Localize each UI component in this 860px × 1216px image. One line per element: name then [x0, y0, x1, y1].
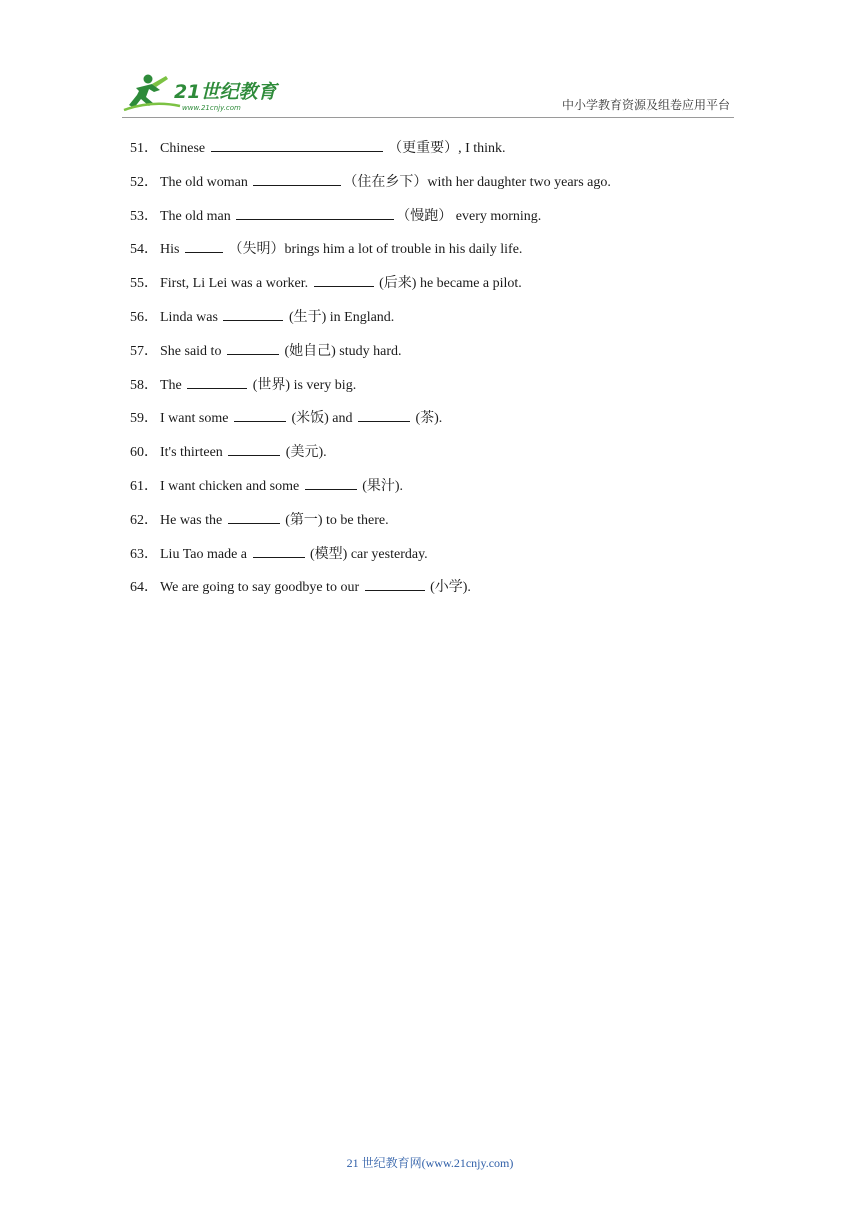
question-item: [130, 238, 750, 272]
answer-blank[interactable]: [228, 441, 280, 456]
question-text: The old woman: [160, 174, 252, 190]
question-text: (世界) is very big.: [249, 377, 357, 393]
question-text: The: [160, 377, 186, 393]
question-text: I want some: [160, 411, 232, 427]
question-text: Chinese: [160, 141, 209, 156]
logo-url: www.21cnjy.com: [182, 104, 241, 112]
question-text: (茶).: [411, 411, 443, 427]
answer-blank[interactable]: [305, 475, 357, 490]
question-text: Linda was: [160, 309, 222, 325]
question-text: (第一) to be there.: [281, 512, 389, 528]
page-header: [0, 0, 860, 120]
question-number: 59．: [130, 411, 158, 427]
answer-blank[interactable]: [236, 205, 394, 220]
question-text: (美元).: [282, 445, 327, 461]
question-text: I want chicken and some: [160, 478, 303, 494]
question-text: (米饭) and: [287, 411, 356, 427]
question-text: (生于) in England.: [285, 309, 395, 325]
question-number: 52．: [130, 174, 158, 190]
question-text: She said to: [160, 343, 225, 359]
question-text: （慢跑） every morning.: [396, 208, 542, 224]
question-text: The old man: [160, 208, 235, 224]
question-number: 53．: [130, 208, 158, 224]
question-number: 51．: [130, 141, 158, 156]
answer-blank[interactable]: [365, 576, 425, 591]
logo-text: 21世纪教育: [174, 81, 277, 103]
question-list: [130, 137, 750, 610]
page-footer[interactable]: 21 世纪教育网(www.21cnjy.com): [346, 1156, 514, 1170]
header-divider: [122, 117, 734, 118]
question-item: [130, 306, 750, 340]
question-number: 58．: [130, 377, 158, 393]
question-item: [130, 374, 750, 408]
question-item: [130, 171, 750, 205]
question-text: （住在乡下）with her daughter two years ago.: [343, 174, 611, 190]
answer-blank[interactable]: [358, 407, 410, 422]
question-item: [130, 407, 750, 441]
question-text: （更重要）, I think.: [384, 141, 506, 156]
question-number: 62．: [130, 512, 158, 528]
answer-blank[interactable]: [223, 306, 283, 321]
platform-name: 中小学教育资源及组卷应用平台: [561, 98, 730, 112]
answer-blank[interactable]: [234, 407, 286, 422]
question-item: [130, 441, 750, 475]
answer-blank[interactable]: [211, 137, 383, 152]
answer-blank[interactable]: [187, 374, 247, 389]
question-text: （失明）brings him a lot of trouble in his daily life.: [224, 242, 523, 258]
question-text: We are going to say goodbye to our: [160, 580, 363, 596]
question-text: (果汁).: [358, 478, 404, 494]
answer-blank[interactable]: [228, 509, 280, 524]
answer-blank[interactable]: [253, 171, 341, 186]
question-number: 55．: [130, 276, 158, 292]
answer-blank[interactable]: [314, 272, 374, 287]
question-text: (模型) car yesterday.: [306, 546, 428, 562]
question-text: (后来) he became a pilot.: [375, 276, 522, 292]
question-number: 64．: [130, 580, 158, 596]
question-number: 57．: [130, 343, 158, 359]
question-text: Liu Tao made a: [160, 546, 251, 562]
runner-logo-icon: [122, 70, 292, 114]
question-item: [130, 576, 750, 610]
question-item: [130, 475, 750, 509]
question-number: 54．: [130, 242, 158, 258]
question-text: It's thirteen: [160, 445, 227, 461]
question-text: He was the: [160, 512, 226, 528]
question-item: [130, 509, 750, 543]
question-text: (小学).: [426, 580, 471, 596]
question-text: His: [160, 242, 183, 258]
answer-blank[interactable]: [185, 238, 223, 253]
question-item: [130, 205, 750, 239]
question-item: [130, 272, 750, 306]
question-number: 60．: [130, 445, 158, 461]
answer-blank[interactable]: [227, 340, 279, 355]
question-number: 56．: [130, 309, 158, 325]
question-item: [130, 543, 750, 577]
question-text: (她自己) study hard.: [280, 343, 402, 359]
question-number: 61．: [130, 478, 158, 494]
answer-blank[interactable]: [253, 543, 305, 558]
question-item: [130, 137, 750, 171]
site-logo: [122, 70, 292, 114]
question-number: 63．: [130, 546, 158, 562]
question-item: [130, 340, 750, 374]
question-text: First, Li Lei was a worker.: [160, 276, 312, 292]
